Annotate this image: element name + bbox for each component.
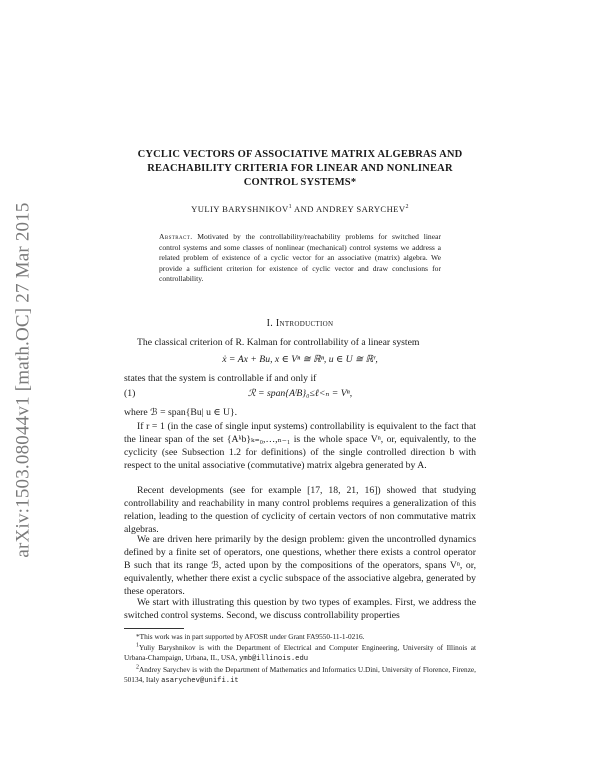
title-line-1: CYCLIC VECTORS OF ASSOCIATIVE MATRIX ALGEBRAS AND [137, 149, 463, 160]
author-1: YULIY BARYSHNIKOV [191, 204, 289, 214]
equation-1-body: ℛ = span{AˡB}₀≤ℓ<ₙ = Vⁿ, [247, 388, 353, 399]
equation-1 [124, 388, 476, 399]
intro-p4: If r = 1 (in the case of single input systems) controllability is equivalent to the fact that the linear span of the set {Aᵏb}ₖ₌₀,…,ₙ₋₁ is the whole space Vⁿ, or, equivalently, to the cyclicity (see Subsection 1.2 for definitions) of the single controlled direction b with respect to the unital associative (commutative) matrix algebra generated by A. [124, 421, 476, 472]
intro-p3: where ℬ = span{Bu| u ∈ U}. [124, 407, 238, 418]
arxiv-stamp [10, 190, 38, 570]
author-2: ANDREY SARYCHEV [315, 204, 406, 214]
intro-p6: We are driven here primarily by the design problem: given the uncontrolled dynamics defined by a finite set of operators, one questions, whether there exists a control operator B such that its range ℬ, acted upon by the compositions of the operators, spans Vⁿ, or, equivalently, whether there exist a cyclic subspace of the associative algebra, generated by these operators. [124, 534, 476, 598]
title-line-2: REACHABILITY CRITERIA FOR LINEAR AND NONLINEAR [147, 163, 453, 174]
footnote-1 [124, 643, 476, 664]
abstract-label: Abstract. [159, 232, 193, 241]
intro-p5: Recent developments (see for example [17, 18, 21, 16]) showed that studying controllability and reachability in many control problems requires a generalization of this relation, leading to the question of cyclicity of certain vectors of non commutative matrix algebras. [124, 485, 476, 536]
paper-title [120, 148, 480, 190]
author-2-mark: 2 [405, 204, 409, 211]
footnote-2-text: Andrey Sarychev is with the Department of Mathematics and Informatics U.Dini, University of Florence, Firenze, 50134, Italy [124, 665, 476, 685]
footnote-rule [124, 628, 184, 629]
author-1-mark: 1 [288, 204, 292, 211]
intro-p7: We start with illustrating this question by two types of examples. First, we address the switched control systems. Second, we discuss controllability properties [124, 597, 476, 622]
section-heading: I. Introduction [266, 318, 334, 329]
footnote-2-email[interactable]: asarychev@unifi.it [161, 677, 239, 686]
footnote-1-mark: 1 [136, 642, 139, 649]
footnote-star: *This work was in part supported by AFOSR under Grant FA9550-11-1-0216. [136, 632, 365, 641]
footnote-1-text: Yuliy Baryshnikov is with the Department of Electrical and Computer Engineering, University of Illinois at Urbana-Champaign, Urbana, IL, USA, [124, 643, 476, 663]
footnote-2-mark: 2 [136, 664, 139, 671]
abstract [159, 232, 441, 285]
title-line-3: CONTROL SYSTEMS* [243, 177, 357, 188]
equation-system: ẋ = Ax + Bu, x ∈ Vⁿ ≅ ℝⁿ, u ∈ U ≅ ℝʳ, [222, 354, 378, 365]
author-connector: AND [291, 204, 316, 214]
author-line [120, 204, 480, 214]
intro-p2: states that the system is controllable if and only if [124, 373, 317, 384]
abstract-text: Motivated by the controllability/reachability problems for switched linear control systems and some classes of nonlinear (mechanical) control systems we address a related problem of existence of a cyclic vector for an associative (matrix) algebra. We provide a sufficient criterion for existence of cyclic vector and draw conclusions for controllability. [159, 232, 441, 284]
footnote-2 [124, 665, 476, 686]
arxiv-stamp-text: arXiv:1503.08044v1 [math.OC] 27 Mar 2015 [13, 202, 35, 558]
equation-1-number: (1) [124, 388, 136, 399]
footnote-1-email[interactable]: ymb@illinois.edu [239, 655, 309, 664]
intro-paragraph-1 [124, 336, 476, 349]
intro-p1: The classical criterion of R. Kalman for controllability of a linear system [137, 337, 420, 348]
